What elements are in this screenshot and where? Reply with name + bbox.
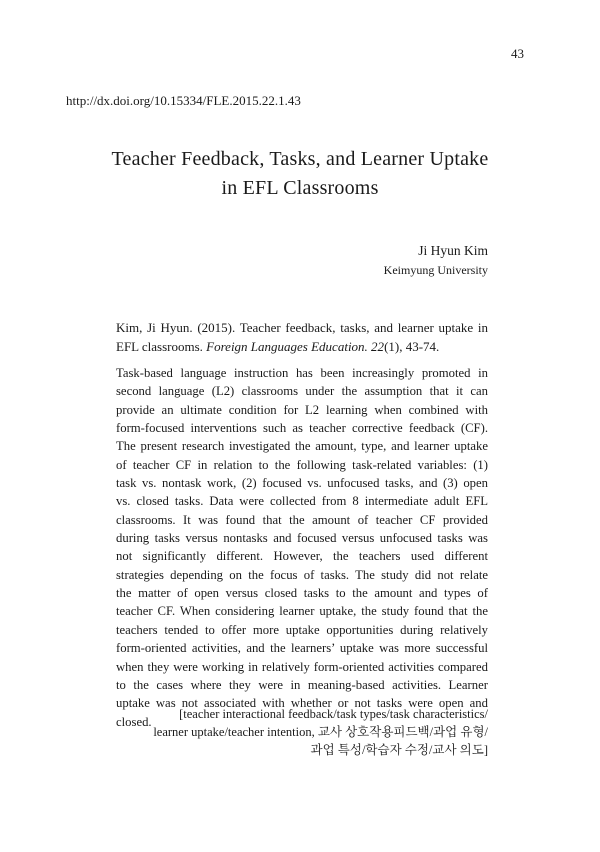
- abstract-line: classrooms. It was found that the amount of teacher CF provided: [116, 512, 488, 527]
- abstract-line: teacher CF. When considering learner uptake, the study found that the: [116, 604, 488, 619]
- paper-title: [0, 145, 600, 203]
- abstract-line: teachers tended to offer more uptake opportunities during relatively: [116, 622, 488, 637]
- doi-link[interactable]: http://dx.doi.org/10.15334/FLE.2015.22.1.43: [66, 93, 301, 108]
- abstract-line: task vs. nontask work, (2) focused vs. unfocused tasks, and (3) open: [116, 476, 488, 491]
- title-line-1: Teacher Feedback, Tasks, and Learner Uptake: [111, 148, 489, 170]
- keywords: [116, 705, 488, 759]
- keywords-line: learner uptake/teacher intention, 교사 상호작용피드백/과업 유형/: [153, 725, 488, 739]
- abstract-line: the matter of open versus closed tasks to the amount and types of: [116, 586, 488, 601]
- abstract-line: form-oriented activities, and the learners’ uptake was more successful: [116, 641, 488, 656]
- abstract-line: provide an ultimate condition for L2 learning when combined with: [116, 402, 488, 417]
- abstract-line: not significantly different. However, the teachers used different: [116, 549, 488, 564]
- citation-prefix: Kim, Ji Hyun. (2015). Teacher feedback, tasks, and learner uptake in EFL classrooms.: [116, 320, 488, 354]
- abstract: [116, 364, 488, 731]
- keywords-line: [teacher interactional feedback/task types/task characteristics/: [179, 707, 488, 721]
- abstract-line: second language (L2) classrooms under the assumption that it can: [116, 384, 488, 399]
- abstract-line: during tasks versus nontasks and focused versus unfocused tasks was: [116, 531, 488, 546]
- citation: [116, 318, 488, 356]
- keywords-line: 과업 특성/학습자 수정/교사 의도]: [310, 743, 488, 757]
- title-line-2: in EFL Classrooms: [221, 177, 379, 199]
- abstract-line: The present research investigated the amount, type, and learner uptake: [116, 439, 488, 454]
- page-number: 43: [511, 46, 524, 61]
- abstract-line: strategies depending on the focus of tasks. The study did not relate: [116, 567, 488, 582]
- abstract-line: when they were working in relatively form-oriented activities compared: [116, 659, 488, 674]
- abstract-line: uptake was not associated with whether or not tasks were open and: [116, 696, 488, 711]
- abstract-line: of teacher CF in relation to the following task-related variables: (1): [116, 457, 488, 472]
- citation-journal: Foreign Languages Education. 22: [206, 339, 385, 354]
- citation-suffix: (1), 43-74.: [384, 339, 440, 354]
- author-name: Ji Hyun Kim: [418, 243, 488, 258]
- abstract-line: Task-based language instruction has been increasingly promoted in: [116, 366, 488, 380]
- abstract-line: vs. closed tasks. Data were collected from 8 intermediate adult EFL: [116, 494, 488, 509]
- abstract-line: closed.: [116, 714, 152, 729]
- author-affiliation: Keimyung University: [383, 263, 488, 277]
- abstract-line: to the cases where they were in meaning-based activities. Learner: [116, 677, 488, 692]
- abstract-line: form-focused interventions such as teacher corrective feedback (CF).: [116, 421, 488, 436]
